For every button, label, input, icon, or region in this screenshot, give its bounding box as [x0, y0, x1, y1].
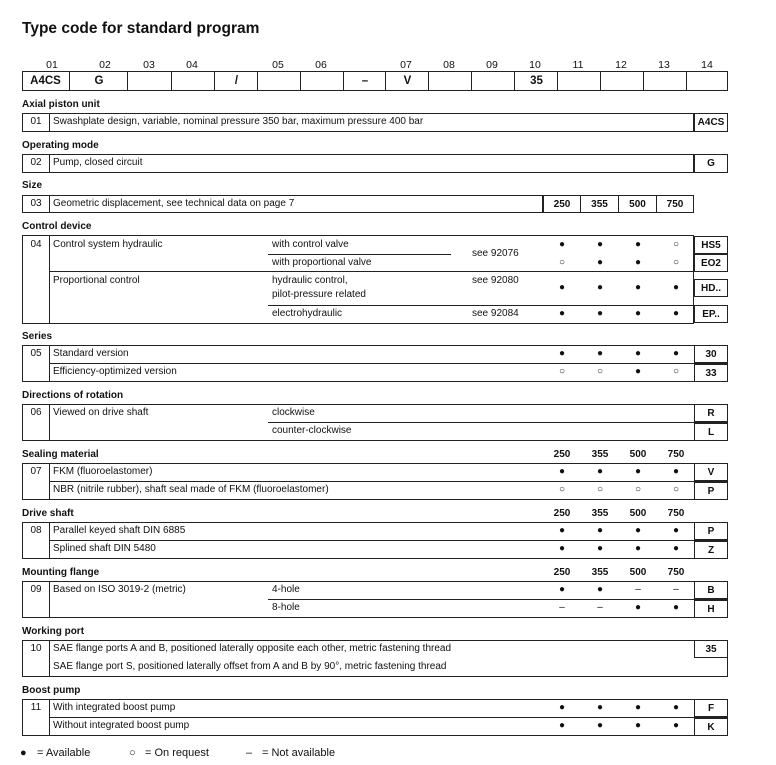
code-cell: [300, 71, 344, 91]
availability-mark: –: [635, 584, 641, 595]
option-label: Based on ISO 3019-2 (metric): [53, 584, 186, 595]
option-code: V: [694, 463, 728, 481]
section-title: Operating mode: [22, 140, 99, 151]
option-code: 33: [694, 364, 728, 382]
option-code: H: [694, 600, 728, 618]
reference: see 92076: [472, 248, 519, 259]
section-number: 09: [30, 584, 42, 595]
option-code: HS5: [694, 236, 728, 254]
code-cell: –: [343, 71, 386, 91]
availability-mark: ○: [672, 366, 680, 377]
availability-mark: ●: [672, 282, 680, 293]
divider: [268, 599, 728, 600]
legend-na-symbol: –: [246, 747, 253, 759]
option-text: Pump, closed circuit: [53, 157, 143, 168]
availability-mark: ●: [558, 308, 566, 319]
availability-mark: ●: [558, 348, 566, 359]
availability-mark: ●: [558, 525, 566, 536]
option-sub: electrohydraulic: [272, 308, 343, 319]
availability-mark: ●: [634, 720, 642, 731]
code-cell: /: [214, 71, 258, 91]
availability-mark: ○: [672, 239, 680, 250]
reference: see 92084: [472, 308, 519, 319]
section-number: 11: [30, 702, 42, 713]
divider: [268, 305, 694, 306]
legend-request-symbol: ○: [129, 747, 136, 759]
option-label: With integrated boost pump: [53, 702, 176, 713]
code-cell: V: [385, 71, 429, 91]
option-code: K: [694, 718, 728, 736]
option-label: Efficiency-optimized version: [53, 366, 177, 377]
option-sub: clockwise: [272, 407, 315, 418]
availability-mark: ●: [634, 366, 642, 377]
availability-mark: ○: [672, 257, 680, 268]
option-sub: with control valve: [272, 239, 349, 250]
size-option-355: 355: [580, 195, 619, 213]
position-number: 13: [658, 59, 670, 71]
section-title: Directions of rotation: [22, 390, 124, 401]
availability-mark: ●: [672, 720, 680, 731]
section-number: 03: [30, 198, 42, 209]
availability-mark: ●: [634, 602, 642, 613]
option-code: P: [694, 482, 728, 500]
code-cell: [471, 71, 515, 91]
availability-mark: ●: [672, 602, 680, 613]
availability-mark: ●: [634, 348, 642, 359]
position-number: 12: [615, 59, 627, 71]
section-title: Control device: [22, 221, 92, 232]
reference: see 92080: [472, 275, 519, 286]
size-header: 250: [553, 508, 571, 519]
availability-mark: ●: [596, 257, 604, 268]
legend-available-text: = Available: [37, 747, 91, 759]
code-cell: [600, 71, 644, 91]
option-code: G: [694, 154, 728, 173]
position-number: 14: [701, 59, 713, 71]
availability-mark: ●: [672, 308, 680, 319]
availability-mark: ●: [596, 543, 604, 554]
availability-mark: ○: [558, 484, 566, 495]
page-title: Type code for standard program: [22, 20, 260, 37]
option-code: 30: [694, 345, 728, 363]
availability-mark: ●: [634, 282, 642, 293]
availability-mark: ●: [558, 282, 566, 293]
position-number: 01: [46, 59, 58, 71]
availability-mark: ●: [634, 308, 642, 319]
availability-mark: ●: [596, 466, 604, 477]
size-header: 500: [629, 567, 647, 578]
code-cell: [428, 71, 472, 91]
availability-mark: ●: [596, 702, 604, 713]
option-text: Geometric displacement, see technical data on page 7: [53, 198, 295, 209]
option-label: Viewed on drive shaft: [53, 407, 149, 418]
code-cell: A4CS: [30, 75, 61, 87]
availability-mark: ○: [558, 257, 566, 268]
option-code: P: [694, 522, 728, 540]
position-number: 04: [186, 59, 198, 71]
option-sub: 4-hole: [272, 584, 300, 595]
section-title: Mounting flange: [22, 567, 100, 578]
availability-mark: –: [597, 602, 603, 613]
position-number: 03: [143, 59, 155, 71]
position-number: 02: [99, 59, 111, 71]
availability-mark: ●: [672, 348, 680, 359]
section-number: 01: [30, 116, 42, 127]
availability-mark: ○: [634, 484, 642, 495]
option-code: F: [694, 699, 728, 717]
section-title: Series: [22, 331, 53, 342]
size-header: 355: [591, 508, 609, 519]
size-header: 750: [667, 567, 685, 578]
option-label: SAE flange port S, positioned laterally offset from A and B by 90°, metric fastening thread: [53, 661, 447, 672]
section-number: 05: [30, 348, 42, 359]
section-title: Drive shaft: [22, 508, 74, 519]
availability-mark: –: [559, 602, 565, 613]
size-header: 355: [591, 567, 609, 578]
availability-mark: ●: [558, 543, 566, 554]
section-title: Working port: [22, 626, 85, 637]
option-label: Splined shaft DIN 5480: [53, 543, 156, 554]
availability-mark: ●: [634, 466, 642, 477]
divider: [49, 717, 728, 718]
position-number: 05: [272, 59, 284, 71]
availability-mark: ●: [596, 348, 604, 359]
size-option-750: 750: [656, 195, 694, 213]
availability-mark: ●: [596, 584, 604, 595]
section-number: 02: [30, 157, 42, 168]
option-label: FKM (fluoroelastomer): [53, 466, 153, 477]
availability-mark: ●: [634, 525, 642, 536]
divider: [268, 254, 451, 255]
size-header: 750: [667, 508, 685, 519]
availability-mark: ○: [558, 366, 566, 377]
legend-available-symbol: ●: [20, 747, 27, 759]
size-header: 355: [591, 449, 609, 460]
availability-mark: ●: [558, 720, 566, 731]
option-code: R: [694, 404, 728, 422]
availability-mark: ●: [596, 720, 604, 731]
option-label: Parallel keyed shaft DIN 6885: [53, 525, 186, 536]
availability-mark: ●: [634, 239, 642, 250]
availability-mark: ●: [558, 239, 566, 250]
size-option-250: 250: [543, 195, 581, 213]
section-title: Boost pump: [22, 685, 81, 696]
divider: [268, 422, 728, 423]
availability-mark: ●: [596, 282, 604, 293]
availability-mark: ●: [558, 702, 566, 713]
option-label: Proportional control: [53, 275, 140, 286]
option-sub: pilot-pressure related: [272, 289, 366, 300]
section-number: 10: [30, 643, 42, 654]
option-text: Swashplate design, variable, nominal pressure 350 bar, maximum pressure 400 bar: [53, 116, 424, 127]
option-label: Standard version: [53, 348, 129, 359]
option-sub: counter-clockwise: [272, 425, 352, 436]
availability-mark: ●: [672, 702, 680, 713]
option-code: EP..: [694, 305, 728, 323]
position-number: 07: [400, 59, 412, 71]
option-label: Without integrated boost pump: [53, 720, 190, 731]
availability-mark: ○: [672, 484, 680, 495]
section-number: 08: [30, 525, 42, 536]
divider: [49, 481, 728, 482]
availability-mark: ●: [596, 525, 604, 536]
code-cell: [686, 71, 728, 91]
divider: [49, 271, 694, 272]
availability-mark: ●: [672, 525, 680, 536]
availability-mark: ●: [672, 466, 680, 477]
option-code: HD..: [694, 279, 728, 297]
size-option-500: 500: [618, 195, 657, 213]
option-label: NBR (nitrile rubber), shaft seal made of FKM (fluoroelastomer): [53, 484, 329, 495]
section-title: Axial piston unit: [22, 99, 100, 110]
option-sub: with proportional valve: [272, 257, 372, 268]
option-code: Z: [694, 541, 728, 559]
section-number: 04: [30, 239, 42, 250]
availability-mark: –: [673, 584, 679, 595]
availability-mark: ●: [596, 239, 604, 250]
code-cell: [127, 71, 172, 91]
section-title: Size: [22, 180, 43, 191]
legend-request-text: = On request: [145, 747, 209, 759]
availability-mark: ●: [672, 543, 680, 554]
divider: [49, 540, 728, 541]
size-header: 250: [553, 567, 571, 578]
availability-mark: ●: [634, 257, 642, 268]
availability-mark: ●: [558, 584, 566, 595]
availability-mark: ●: [596, 308, 604, 319]
size-header: 750: [667, 449, 685, 460]
code-cell: 35: [514, 71, 558, 91]
option-sub: hydraulic control,: [272, 275, 348, 286]
option-label: Control system hydraulic: [53, 239, 163, 250]
position-number: 06: [315, 59, 327, 71]
availability-mark: ●: [634, 702, 642, 713]
option-sub: 8-hole: [272, 602, 300, 613]
option-code: EO2: [694, 254, 728, 272]
option-label: SAE flange ports A and B, positioned laterally opposite each other, metric fastening thread: [53, 643, 452, 654]
divider: [49, 363, 728, 364]
option-code: L: [694, 423, 728, 441]
code-cell: [643, 71, 687, 91]
option-code: A4CS: [694, 113, 728, 132]
option-code: B: [694, 581, 728, 599]
section-number: 07: [30, 466, 42, 477]
position-number: 09: [486, 59, 498, 71]
position-number: 08: [443, 59, 455, 71]
code-cell: [257, 71, 301, 91]
size-header: 500: [629, 449, 647, 460]
code-cell: [557, 71, 601, 91]
position-number: 10: [529, 59, 541, 71]
availability-mark: ○: [596, 484, 604, 495]
position-number: 11: [572, 59, 584, 71]
legend-na-text: = Not available: [262, 747, 336, 759]
size-header: 500: [629, 508, 647, 519]
availability-mark: ●: [634, 543, 642, 554]
section-number: 06: [30, 407, 42, 418]
size-header: 250: [553, 449, 571, 460]
code-cell: G: [69, 71, 128, 91]
option-code: 35: [694, 640, 728, 658]
code-cell: [171, 71, 215, 91]
availability-mark: ○: [596, 366, 604, 377]
section-title: Sealing material: [22, 449, 99, 460]
availability-mark: ●: [558, 466, 566, 477]
